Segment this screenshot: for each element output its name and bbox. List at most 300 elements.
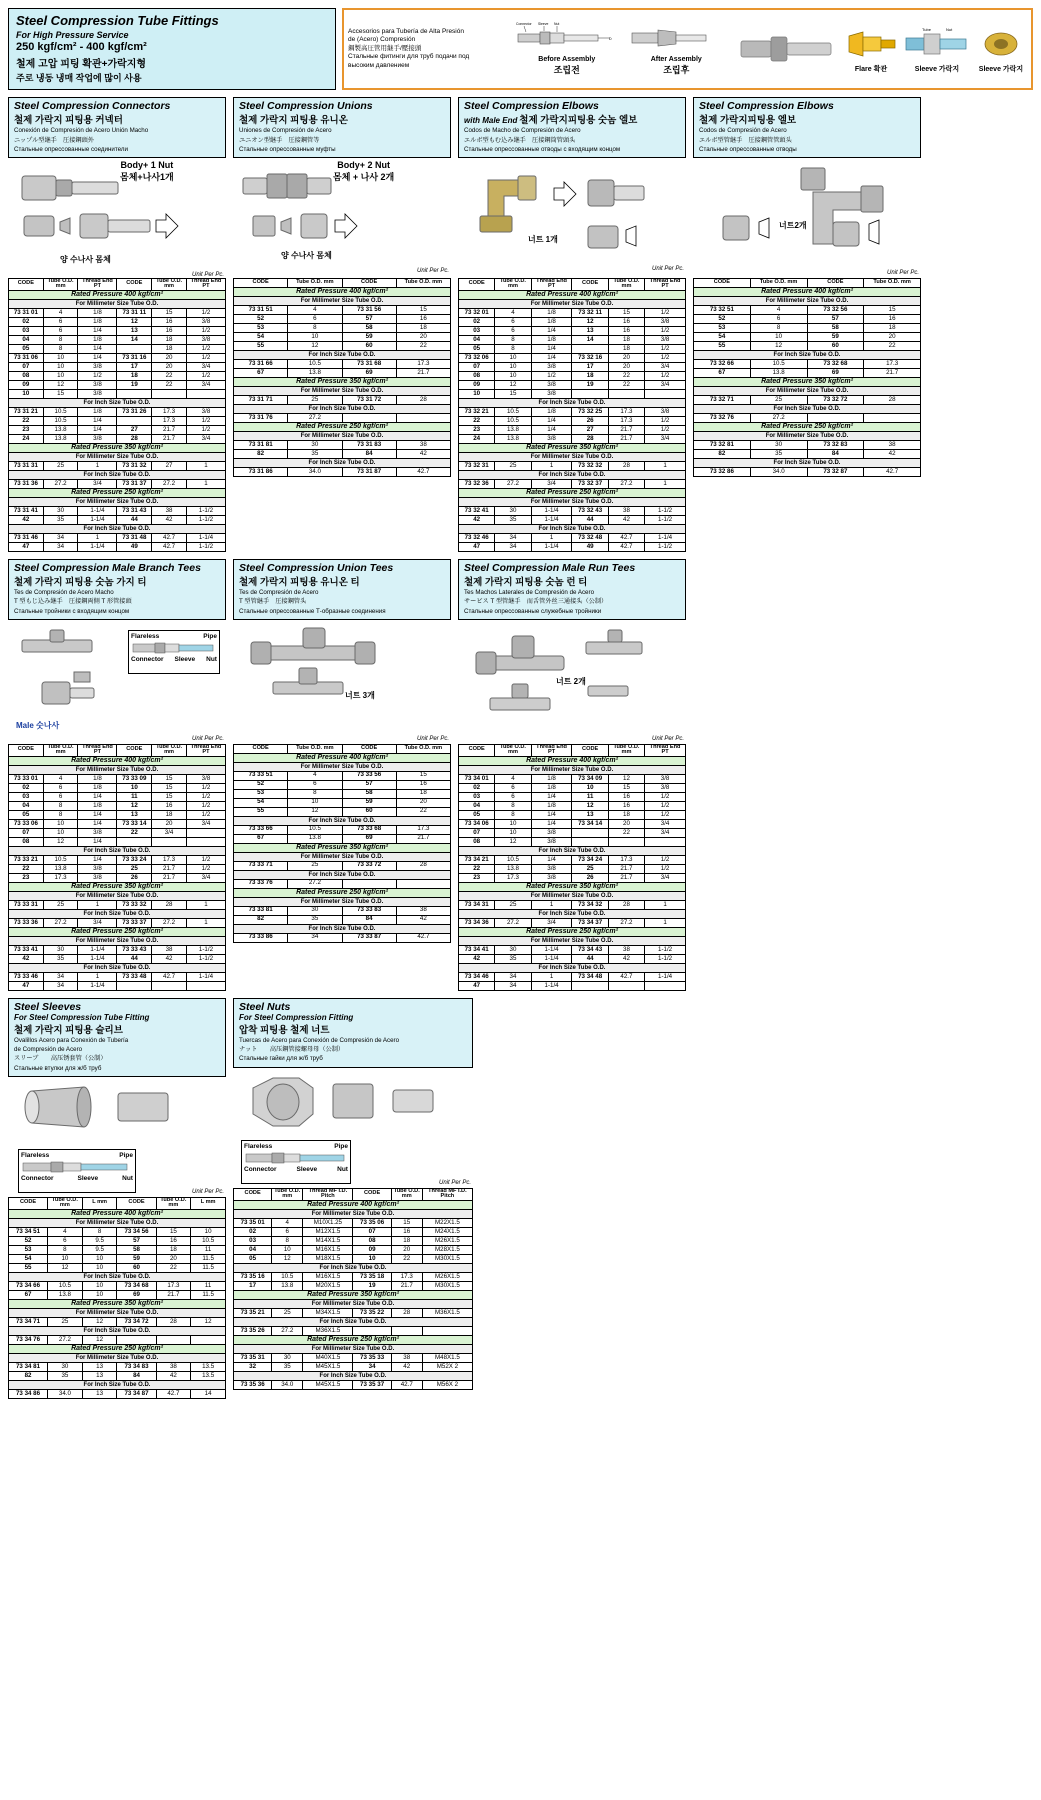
after-assembly-label-ko: 조립후 [663, 65, 690, 76]
table-row: 03 6 1/4 11 15 1/2 [9, 792, 226, 801]
table-row: 73 31 41 30 1-1/4 73 31 43 38 1-1/2 [9, 506, 226, 515]
table-row: 42 35 1-1/4 44 42 1-1/2 [9, 515, 226, 524]
header-title-block [8, 8, 336, 90]
th-thread: Thread End PT [78, 744, 117, 756]
legend-nut: Nut [122, 1174, 133, 1182]
card-sub-1: ニップル型継手 圧接鋼頭外 [14, 136, 94, 144]
size-header: For Millimeter Size Tube O.D. [9, 497, 226, 506]
th-od: Tube O.D. mm [43, 278, 78, 290]
size-header: For Inch Size Tube O.D. [9, 398, 226, 407]
table-row: 73 35 21 25 M34X1.5 73 35 22 28 M36X1.5 [234, 1308, 473, 1317]
before-assembly-icon [514, 21, 619, 55]
table-row: 67 13.8 69 21.7 [694, 368, 921, 377]
before-assembly-label-en: Before Assembly [538, 56, 596, 64]
table-row: 73 31 06 10 1/4 73 31 16 20 1/2 [9, 353, 226, 362]
th-code: CODE [234, 1188, 272, 1200]
size-header: For Millimeter Size Tube O.D. [9, 1218, 226, 1227]
table-row: 23 17.3 3/8 26 21.7 3/4 [459, 873, 686, 882]
th-thread2: Thread End PT [186, 278, 225, 290]
table-header-row [9, 744, 226, 756]
th-code2: CODE [117, 1197, 156, 1209]
th-code: CODE [234, 744, 288, 753]
card-title-ko: 철제 가락지 피팅용 숫놈 런 티 [464, 577, 588, 589]
th-od: Tube O.D. mm [43, 744, 78, 756]
size-header: For Millimeter Size Tube O.D. [9, 765, 226, 774]
card-title-en2: For Steel Compression Fitting [239, 1013, 354, 1023]
sleeve-icon [902, 24, 972, 64]
assembly-diagrams [514, 21, 729, 76]
size-header: For Millimeter Size Tube O.D. [234, 762, 451, 771]
legend-flareless: Flareless [244, 1142, 273, 1150]
size-header: For Inch Size Tube O.D. [459, 398, 686, 407]
table-row: 52 6 57 16 [234, 314, 451, 323]
size-header: For Inch Size Tube O.D. [459, 963, 686, 972]
table-row: 73 31 71 25 73 31 72 28 [234, 395, 451, 404]
nut-label-ko: 너트 1개 [528, 234, 558, 244]
th-l: L mm [82, 1197, 117, 1209]
th-od: Tube O.D. mm [288, 278, 342, 287]
card-sub-2: スリーブ 高压锈套管（公制） [14, 1055, 107, 1063]
sleeve-drawing [8, 1077, 226, 1147]
th-code: CODE [9, 278, 44, 290]
card-sub-2: Стальные опрессованные отводы [699, 145, 797, 153]
product-photos [735, 23, 1027, 75]
card-title-ko: 철제 가락지 피팅용 숫놈 가지 티 [14, 577, 147, 589]
table-row: 23 17.3 3/8 26 21.7 3/4 [9, 873, 226, 882]
rated-row: Rated Pressure 250 kgf/cm² [9, 1344, 226, 1353]
table-row: 42 35 1-1/4 44 42 1-1/2 [9, 954, 226, 963]
table-row: 04 8 1/8 14 18 3/8 [459, 335, 686, 344]
flare-photo-block [843, 24, 899, 74]
th-od2: Tube O.D. mm [608, 278, 644, 290]
legend-pipe: Pipe [334, 1142, 348, 1150]
title-korean-1: 철제 고압 피팅 확관+가락지형 [16, 58, 147, 70]
table-row: 53 8 58 18 [234, 323, 451, 332]
table-row: 73 31 51 4 73 31 56 15 [234, 305, 451, 314]
table-row: 73 32 71 25 73 32 72 28 [694, 395, 921, 404]
table-row: 55 12 60 22 [234, 807, 451, 816]
th-code2: CODE [353, 1188, 391, 1200]
table-row: 67 13.8 69 21.7 [234, 368, 451, 377]
size-header: For Inch Size Tube O.D. [234, 816, 451, 825]
table-row: 73 31 31 25 1 73 31 32 27 1 [9, 461, 226, 470]
card-male-run-tees [458, 559, 686, 991]
table-row: 10 15 3/8 [9, 389, 226, 398]
th-thread2: Thread End PT [186, 744, 225, 756]
table-row: 54 10 59 20 [694, 332, 921, 341]
size-header: For Millimeter Size Tube O.D. [234, 1299, 473, 1308]
svg-text:Nut: Nut [946, 26, 953, 32]
rated-row: Rated Pressure 350 kgf/cm² [459, 443, 686, 452]
size-header: For Millimeter Size Tube O.D. [234, 431, 451, 440]
unit-per-pc: Unit Per Pc. [191, 271, 224, 278]
table-row: 82 35 13 84 42 13.5 [9, 1371, 226, 1380]
card-title-en2: with Male End [464, 116, 518, 126]
size-header: For Inch Size Tube O.D. [694, 350, 921, 359]
size-header: For Inch Size Tube O.D. [9, 470, 226, 479]
table-row: 07 10 3/8 22 3/4 [9, 828, 226, 837]
card-sub-0: Codos de Compresión de Acero [699, 127, 787, 135]
size-header: For Inch Size Tube O.D. [9, 1272, 226, 1281]
table-row: 54 10 59 20 [234, 332, 451, 341]
table-row: 07 10 3/8 22 3/4 [459, 828, 686, 837]
extra-label-ko: 양 수나사 몸체 [281, 250, 332, 260]
rated-row: Rated Pressure 250 kgf/cm² [459, 488, 686, 497]
th-l2: L mm [191, 1197, 226, 1209]
card-title-en: Steel Compression Union Tees [239, 561, 394, 574]
before-assembly-label-ko: 조립전 [553, 65, 580, 76]
table-row: 53 8 58 18 [234, 789, 451, 798]
card-header [233, 559, 451, 620]
rated-row: Rated Pressure 400 kgf/cm² [234, 753, 451, 762]
table-row: 73 33 76 27.2 [234, 879, 451, 888]
table-row: 73 34 76 27.2 12 [9, 1335, 226, 1344]
table-row: 73 31 66 10.5 73 31 68 17.3 [234, 359, 451, 368]
card-sub-1: エルボ型管継手 圧接鋼管管頭头 [699, 136, 792, 144]
size-header: For Millimeter Size Tube O.D. [9, 1308, 226, 1317]
table-row: 23 13.8 1/4 27 21.7 1/2 [459, 425, 686, 434]
table-row: 22 10.5 1/4 17.3 1/2 [9, 416, 226, 425]
th-code: CODE [459, 278, 495, 290]
table-row: 73 32 31 25 1 73 32 32 28 1 [459, 461, 686, 470]
th-od2: Tube O.D. mm [152, 278, 187, 290]
card-elbows-male [458, 97, 686, 552]
card-elbows-union [693, 97, 921, 477]
size-header: For Inch Size Tube O.D. [234, 404, 451, 413]
table-header-row [9, 1197, 226, 1209]
card-sub-0: Tes de Compresión de Acero Macho [14, 589, 114, 597]
legend-box [241, 1140, 351, 1184]
table-row: 73 31 86 34.0 73 31 87 42.7 [234, 467, 451, 476]
table-row: 73 32 06 10 1/4 73 32 16 20 1/2 [459, 353, 686, 362]
card-sub-0: Conexión de Compresión de Acero Unión Macho [14, 127, 149, 135]
table-row: 05 8 1/4 13 18 1/2 [9, 810, 226, 819]
size-header: For Inch Size Tube O.D. [459, 909, 686, 918]
card-image-area [8, 1077, 226, 1197]
svg-text:D: D [609, 37, 612, 42]
table-row: 54 10 59 20 [234, 798, 451, 807]
size-header: For Inch Size Tube O.D. [459, 470, 686, 479]
card-header [458, 97, 686, 158]
svg-text:Tube: Tube [922, 26, 931, 32]
ml-line-3: Стальные фитинги для труб подачи под [348, 53, 470, 61]
card-title-en: Steel Compression Unions [239, 99, 373, 112]
size-header: For Millimeter Size Tube O.D. [459, 891, 686, 900]
size-header: For Inch Size Tube O.D. [234, 1263, 473, 1272]
th-code2: CODE [807, 278, 864, 287]
card-union-tees [233, 559, 451, 943]
th-od2: Tube O.D. mm [391, 1188, 422, 1200]
table-row: 08 10 1/2 18 22 1/2 [459, 371, 686, 380]
th-od: Tube O.D. mm [288, 744, 342, 753]
card-title-en: Steel Nuts [239, 1000, 291, 1013]
rated-row: Rated Pressure 350 kgf/cm² [459, 882, 686, 891]
table-row: 54 10 10 59 20 11.5 [9, 1254, 226, 1263]
legend-diagram-icon [131, 640, 217, 656]
rated-row: Rated Pressure 400 kgf/cm² [9, 1209, 226, 1218]
legend-box [128, 630, 220, 674]
legend-connector: Connector [244, 1165, 277, 1173]
card-image-area [458, 158, 686, 278]
size-header: For Millimeter Size Tube O.D. [459, 497, 686, 506]
card-header [233, 97, 451, 158]
th-code: CODE [9, 744, 44, 756]
table-row: 17 13.8 M20X1.5 19 21.7 M30X1.5 [234, 1281, 473, 1290]
table-row: 05 8 1/4 18 1/2 [459, 344, 686, 353]
table-row: 23 13.8 1/4 27 21.7 1/2 [9, 425, 226, 434]
unit-per-pc: Unit Per Pc. [886, 269, 919, 276]
table-row: 82 35 84 42 [234, 915, 451, 924]
rated-row: Rated Pressure 350 kgf/cm² [234, 377, 451, 386]
size-header: For Millimeter Size Tube O.D. [694, 296, 921, 305]
spec-table-unions [233, 278, 451, 477]
legend-nut: Nut [206, 655, 217, 663]
table-row: 22 10.5 1/4 26 17.3 1/2 [459, 416, 686, 425]
male-label: Male 숫나사 [16, 720, 60, 730]
table-row: 73 32 81 30 73 32 83 38 [694, 440, 921, 449]
product-row-2 [8, 559, 1033, 991]
unit-per-pc: Unit Per Pc. [191, 735, 224, 742]
table-row: 53 8 58 18 [694, 323, 921, 332]
nut-label-ko: 너트 3개 [345, 690, 375, 700]
table-row: 73 33 86 34 73 33 87 42.7 [234, 933, 451, 942]
th-od2: Tube O.D. mm [156, 1197, 191, 1209]
table-row: 73 34 01 4 1/8 73 34 09 12 3/8 [459, 774, 686, 783]
nut-drawing [233, 1068, 473, 1138]
legend-diagram-icon [244, 1150, 348, 1166]
legend-nut: Nut [337, 1165, 348, 1173]
card-sub-2: Стальные опрессованные отводы с входящим концом [464, 145, 621, 153]
legend-box [18, 1149, 136, 1193]
rated-row: Rated Pressure 400 kgf/cm² [459, 290, 686, 299]
size-header: For Inch Size Tube O.D. [234, 1317, 473, 1326]
pressure-spec: 250 kgf/cm² - 400 kgf/cm² [16, 40, 147, 53]
table-row: 73 33 01 4 1/8 73 33 09 15 3/8 [9, 774, 226, 783]
rated-row: Rated Pressure 350 kgf/cm² [9, 1299, 226, 1308]
card-sub-1: サービス T 型管継手 而舌管外丝三通接头（公制） [464, 598, 608, 606]
size-header: For Millimeter Size Tube O.D. [234, 296, 451, 305]
rated-row: Rated Pressure 250 kgf/cm² [694, 422, 921, 431]
legend-flareless: Flareless [21, 1151, 50, 1159]
table-row: 52 6 57 16 [694, 314, 921, 323]
card-sub-1: T 型管継手 圧接鋼管头 [239, 598, 307, 606]
table-row: 73 34 66 10.5 10 73 34 68 17.3 11 [9, 1281, 226, 1290]
card-sub-3: Стальные втулки для ж/б труб [14, 1064, 102, 1072]
after-assembly-label-en: After Assembly [650, 56, 702, 64]
sleeve-photo-block-1 [902, 24, 972, 74]
size-header: For Millimeter Size Tube O.D. [459, 765, 686, 774]
rated-row: Rated Pressure 400 kgf/cm² [234, 287, 451, 296]
th-thread: Thread End PT [531, 744, 572, 756]
table-row: 73 31 76 27.2 [234, 413, 451, 422]
table-row: 73 33 31 25 1 73 33 32 28 1 [9, 900, 226, 909]
th-od: Tube O.D. mm [272, 1188, 303, 1200]
table-row: 55 12 10 60 22 11.5 [9, 1263, 226, 1272]
table-header-row [234, 278, 451, 287]
th-code2: CODE [117, 278, 152, 290]
table-row: 02 6 1/8 10 15 3/8 [459, 783, 686, 792]
title-korean-2: 주로 냉동 냉매 작업에 많이 사용 [16, 72, 142, 83]
body-label-en: Body+ 2 Nut [337, 159, 390, 170]
table-row: 42 35 1-1/4 44 42 1-1/2 [459, 515, 686, 524]
after-assembly [624, 21, 730, 76]
size-header: For Millimeter Size Tube O.D. [694, 431, 921, 440]
table-header-row [459, 744, 686, 756]
table-row: 73 31 81 30 73 31 83 38 [234, 440, 451, 449]
photo-caption-sleeve-1: Sleeve 가락지 [914, 65, 960, 73]
table-row: 22 13.8 3/8 25 21.7 1/2 [9, 864, 226, 873]
rated-row: Rated Pressure 250 kgf/cm² [234, 888, 451, 897]
unit-per-pc: Unit Per Pc. [416, 735, 449, 742]
table-row: 73 34 51 4 8 73 34 56 15 10 [9, 1227, 226, 1236]
rated-row: Rated Pressure 350 kgf/cm² [234, 1290, 473, 1299]
th-od: Tube O.D. mm [495, 278, 531, 290]
table-row: 73 35 31 30 M40X1.5 73 35 33 38 M48X1.5 [234, 1353, 473, 1362]
page-title: Steel Compression Tube Fittings [16, 13, 219, 28]
table-row: 05 8 1/4 18 1/2 [9, 344, 226, 353]
table-row: 32 35 M45X1.5 34 42 M52X 2 [234, 1362, 473, 1371]
ml-line-0: Accesorios para Tubería de Alta Presión [348, 27, 464, 35]
table-row: 82 35 84 42 [694, 449, 921, 458]
size-header: For Inch Size Tube O.D. [234, 350, 451, 359]
size-header: For Millimeter Size Tube O.D. [459, 936, 686, 945]
table-row: 55 12 60 22 [694, 341, 921, 350]
card-title-en: Steel Compression Elbows [464, 99, 599, 112]
size-header: For Millimeter Size Tube O.D. [234, 852, 451, 861]
table-row: 73 33 21 10.5 1/4 73 33 24 17.3 1/2 [9, 855, 226, 864]
table-row: 52 6 9.5 57 16 10.5 [9, 1236, 226, 1245]
size-header: For Inch Size Tube O.D. [234, 870, 451, 879]
card-image-area [693, 158, 921, 278]
card-title-ko: 철제 가락지피팅용 엘보 [699, 115, 797, 127]
table-row: 10 15 3/8 [459, 389, 686, 398]
rated-row: Rated Pressure 250 kgf/cm² [234, 1335, 473, 1344]
unit-per-pc: Unit Per Pc. [416, 267, 449, 274]
table-row: 04 8 1/8 12 16 1/2 [459, 801, 686, 810]
card-image-area [458, 620, 686, 744]
card-unions [233, 97, 451, 477]
rated-row: Rated Pressure 350 kgf/cm² [9, 882, 226, 891]
table-row: 73 34 86 34.0 13 73 34 87 42.7 14 [9, 1389, 226, 1398]
after-assembly-icon [624, 21, 719, 55]
size-header: For Millimeter Size Tube O.D. [234, 1344, 473, 1353]
th-thread2: Thread End PT [645, 744, 686, 756]
rated-row: Rated Pressure 400 kgf/cm² [459, 756, 686, 765]
th-thread2: Thread MF I.D. Pitch [422, 1188, 472, 1200]
card-sub-1: ナット 高压鋼管接螺母母（公制） [239, 1046, 345, 1054]
spec-table-male-branch-tees [8, 744, 226, 991]
size-header: For Inch Size Tube O.D. [234, 1371, 473, 1380]
card-connectors [8, 97, 226, 552]
spec-table-sleeves [8, 1197, 226, 1399]
th-code: CODE [459, 744, 495, 756]
spec-table-elbows-male [458, 278, 686, 552]
table-header-row [234, 1188, 473, 1200]
table-row: 73 32 41 30 1-1/4 73 32 43 38 1-1/2 [459, 506, 686, 515]
table-row: 67 13.8 69 21.7 [234, 834, 451, 843]
th-code: CODE [9, 1197, 48, 1209]
table-row: 03 8 M14X1.5 08 18 M26X1.5 [234, 1236, 473, 1245]
th-code2: CODE [572, 278, 608, 290]
ml-line-1: de (Acero) Compresión [348, 36, 416, 44]
size-header: For Inch Size Tube O.D. [9, 1380, 226, 1389]
table-row: 73 35 36 34.0 M45X1.5 73 35 37 42.7 M56X 2 [234, 1380, 473, 1389]
card-title-ko: 철제 가락지 피팅용 슬리브 [14, 1025, 123, 1037]
card-image-area [233, 1068, 473, 1188]
spec-table-union-tees [233, 744, 451, 943]
nut-label-ko: 너트 2개 [556, 676, 586, 686]
table-row: 73 31 01 4 1/8 73 31 11 15 1/2 [9, 308, 226, 317]
size-header: For Inch Size Tube O.D. [234, 924, 451, 933]
card-title-en: Steel Compression Elbows [699, 99, 834, 112]
card-sub-1: de Compresión de Acero [14, 1046, 83, 1054]
table-row: 09 12 3/8 19 22 3/4 [459, 380, 686, 389]
th-od2: Tube O.D. mm [396, 744, 450, 753]
size-header: For Millimeter Size Tube O.D. [459, 299, 686, 308]
size-header: For Millimeter Size Tube O.D. [694, 386, 921, 395]
sleeve-icon-2 [975, 24, 1027, 64]
card-title-ko: 철제 가락지 피팅용 유니온 [239, 115, 348, 127]
th-thread2: Thread End PT [645, 278, 686, 290]
size-header: For Inch Size Tube O.D. [459, 524, 686, 533]
table-row: 52 6 57 16 [234, 780, 451, 789]
body-label [333, 160, 394, 183]
svg-text:Sleeve: Sleeve [538, 22, 549, 27]
size-header: For Inch Size Tube O.D. [694, 458, 921, 467]
table-header-row [234, 744, 451, 753]
table-row: 08 12 1/4 [9, 837, 226, 846]
card-title-en2: For Steel Compression Tube Fitting [14, 1013, 150, 1023]
th-code2: CODE [342, 744, 396, 753]
th-code: CODE [234, 278, 288, 287]
unit-per-pc: Unit Per Pc. [438, 1179, 471, 1186]
spec-table-nuts [233, 1188, 473, 1390]
table-row: 03 6 1/4 13 16 1/2 [459, 326, 686, 335]
legend-connector: Connector [131, 655, 164, 663]
table-row: 03 6 1/4 11 16 1/2 [459, 792, 686, 801]
size-header: For Millimeter Size Tube O.D. [459, 452, 686, 461]
table-row: 07 10 3/8 17 20 3/4 [9, 362, 226, 371]
size-header: For Millimeter Size Tube O.D. [9, 452, 226, 461]
card-sub-2: Стальные опрессованные муфты [239, 145, 336, 153]
size-header: For Millimeter Size Tube O.D. [234, 386, 451, 395]
th-code2: CODE [572, 744, 608, 756]
th-od: Tube O.D. mm [48, 1197, 83, 1209]
table-row: 07 10 3/8 17 20 3/4 [459, 362, 686, 371]
card-header [693, 97, 921, 158]
table-row: 02 6 1/8 10 15 1/2 [9, 783, 226, 792]
extra-label-ko: 양 수나사 몸체 [60, 254, 111, 264]
table-row: 73 32 86 34.0 73 32 87 42.7 [694, 467, 921, 476]
card-header [8, 97, 226, 158]
table-row: 73 32 01 4 1/8 73 32 11 15 1/2 [459, 308, 686, 317]
page-subtitle: For High Pressure Service [16, 29, 129, 40]
legend-flareless: Flareless [131, 632, 160, 640]
th-code: CODE [694, 278, 751, 287]
card-title-ko: 철제 가락지 피팅용 유니온 티 [239, 577, 360, 589]
size-header: For Inch Size Tube O.D. [9, 524, 226, 533]
card-header [8, 998, 226, 1077]
card-sub-2: Стальные опрессованные Т-образные соединения [239, 607, 386, 615]
table-row: 73 33 71 25 73 33 72 28 [234, 861, 451, 870]
size-header: For Millimeter Size Tube O.D. [9, 1353, 226, 1362]
card-sleeves [8, 998, 226, 1399]
th-thread: Thread End PT [531, 278, 572, 290]
size-header: For Millimeter Size Tube O.D. [234, 1209, 473, 1218]
card-header [233, 998, 473, 1068]
table-row: 73 31 36 27.2 3/4 73 31 37 27.2 1 [9, 479, 226, 488]
card-sub-1: エルボ型もむ込み継手 圧接鋼筒管頭头 [464, 136, 576, 144]
